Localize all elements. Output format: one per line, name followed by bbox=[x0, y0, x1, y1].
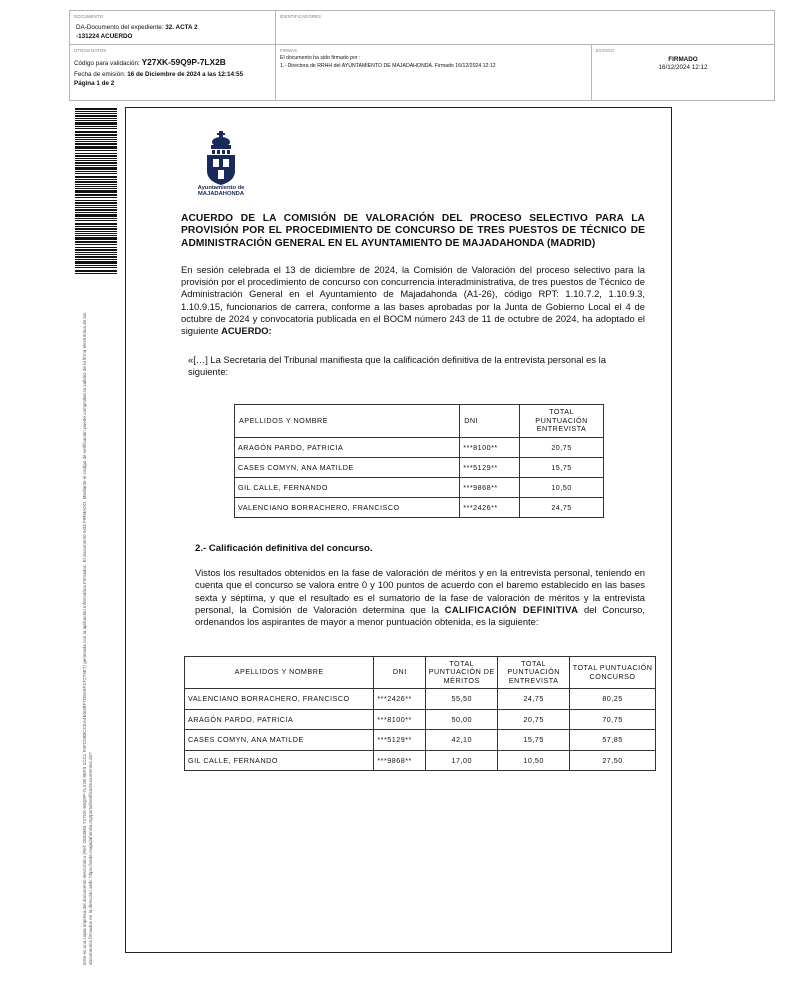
documento-value: 32. ACTA 2 bbox=[165, 24, 198, 31]
firmas-label: FIRMAS bbox=[280, 48, 298, 53]
otros-datos-label: OTROS DATOS bbox=[74, 48, 107, 53]
table-header-row bbox=[185, 657, 656, 689]
table-row bbox=[185, 730, 656, 751]
cell-dni: ***8100** bbox=[460, 438, 520, 458]
cell-score: 50,00 bbox=[426, 709, 498, 730]
barcode-bar bbox=[75, 184, 117, 185]
document-header bbox=[69, 10, 775, 101]
barcode-bar bbox=[75, 235, 117, 236]
cell-dni: ***2426** bbox=[460, 498, 520, 518]
barcode-bar bbox=[75, 111, 117, 112]
cell-score: 42,10 bbox=[426, 730, 498, 751]
barcode-bar bbox=[75, 220, 117, 221]
estado-date: 16/12/2024 12:12 bbox=[658, 64, 708, 71]
cell-score: 80,25 bbox=[570, 689, 656, 710]
barcode-bar bbox=[75, 237, 117, 240]
cell-score: 24,75 bbox=[520, 498, 604, 518]
barcode-bar bbox=[75, 212, 117, 213]
table-row bbox=[185, 750, 656, 771]
barcode-bar bbox=[75, 270, 117, 272]
barcode-bar bbox=[75, 173, 117, 174]
barcode-bar bbox=[75, 186, 117, 187]
barcode-bar bbox=[75, 162, 117, 164]
cell-score: 15,75 bbox=[498, 730, 570, 751]
codigo-validacion bbox=[74, 57, 226, 67]
table-row bbox=[185, 689, 656, 710]
cell-name: CASES COMYN, ANA MATILDE bbox=[235, 458, 460, 478]
barcode-bar bbox=[75, 181, 117, 183]
barcode-bar bbox=[75, 223, 117, 225]
p2-text-2: del Concurso, ordenandos los aspirantes de mayor a menor puntuación obtenida, es la siguiente: bbox=[195, 603, 646, 628]
otros-datos-cell bbox=[70, 45, 276, 101]
barcode-bar bbox=[75, 214, 117, 217]
barcode-bar bbox=[75, 228, 117, 230]
col-header: TOTAL PUNTUACIÓN DE MÉRITOS bbox=[426, 657, 498, 689]
section-title: 2.- Calificación definitiva del concurso. bbox=[195, 543, 373, 554]
table-row bbox=[235, 458, 604, 478]
barcode-bar bbox=[75, 108, 117, 110]
pagina bbox=[74, 80, 114, 87]
p2-bold: CALIFICACIÓN DEFINITIVA bbox=[444, 603, 579, 615]
barcode-bar bbox=[75, 233, 117, 234]
firmas-line1: El documento ha sido firmado por : bbox=[280, 55, 361, 61]
p2-text-1: Vistos los resultados obtenidos en la fase de valoración de méritos y en la entrevista personal, teniendo en cuenta que el concurso se valora entre 0 y 100 puntos de acuerdo con el baremo establecido en las bases sexta y séptima, y que el resultado es el sumatorio de la fase de valoración de méritos y la entrevista personal, la Comisión de Valoración determina que la bbox=[195, 567, 645, 615]
definitiva-paragraph bbox=[195, 567, 645, 628]
barcode-bar bbox=[75, 134, 117, 136]
table-row bbox=[235, 478, 604, 498]
cell-score: 20,75 bbox=[520, 438, 604, 458]
header-row-bottom bbox=[70, 45, 774, 101]
cell-dni: ***2426** bbox=[374, 689, 426, 710]
barcode-bar bbox=[75, 249, 117, 251]
identificadores-label: IDENTIFICADORES bbox=[280, 14, 322, 19]
barcode-bar bbox=[75, 113, 117, 114]
cell-score: 55,50 bbox=[426, 689, 498, 710]
intro-text: En sesión celebrada el 13 de diciembre de 2024, la Comisión de Valoración del proceso selectivo para la provisión por el procedimiento de concurso con concurrencia interadministrativa, de tres puestos de Técnico de Administración General en el Ayuntamiento de Majadahonda (A1-26), código RPT: 1.10.7.2, 1.10.9.3, 1.10.9.15, funcionarios de carrera, conforme a las bases aprobadas por la Junta de Gobierno Local el 4 de octubre de 2024 y convocatoria publicada en el BOCM número 243 de 11 de octubre de 2024, ha adoptado el siguiente bbox=[181, 264, 645, 337]
barcode-bar bbox=[75, 261, 117, 264]
table-row bbox=[235, 498, 604, 518]
cell-name: ARAGÓN PARDO, PATRICIA bbox=[185, 709, 374, 730]
document-title: ACUERDO DE LA COMISIÓN DE VALORACIÓN DEL PROCESO SELECTIVO PARA LA PROVISIÓN POR EL PROCEDIMIENTO DE CONCURSO DE TRES PUESTOS DE TÉCNICO DE ADMINISTRACIÓN GENERAL EN EL AYUNTAMIENTO DE MAJADAHONDA (MADRID) bbox=[181, 213, 645, 249]
barcode-bar bbox=[75, 153, 117, 154]
barcode-bar bbox=[75, 126, 117, 127]
barcode-bar bbox=[75, 254, 117, 255]
barcode-bar bbox=[75, 241, 117, 243]
codigo-value[interactable]: Y27XK-59Q9P-7LX2B bbox=[141, 57, 226, 67]
cell-name: VALENCIANO BORRACHERO, FRANCISCO bbox=[235, 498, 460, 518]
logo-line2: MAJADAHONDA bbox=[197, 191, 245, 198]
documento-line1 bbox=[76, 24, 198, 31]
entrevista-table bbox=[234, 404, 604, 518]
firmas-cell bbox=[276, 45, 592, 101]
barcode-bar bbox=[75, 143, 117, 145]
quote-paragraph: «[…] La Secretaria del Tribunal manifiesta que la calificación definitiva de la entrevista personal es la siguiente: bbox=[188, 354, 606, 378]
pagina-text: Página 1 de 2 bbox=[74, 80, 115, 87]
cell-score: 17,00 bbox=[426, 750, 498, 771]
barcode-bar bbox=[75, 247, 117, 248]
identificadores-cell bbox=[276, 11, 776, 44]
cell-dni: ***5129** bbox=[460, 458, 520, 478]
estado-cell bbox=[592, 45, 774, 101]
documento-prefix: DA-Documento del expediente: bbox=[76, 24, 164, 31]
table-row bbox=[185, 709, 656, 730]
barcode-bar bbox=[75, 150, 117, 151]
logo-line1: Ayuntamiento de bbox=[197, 185, 245, 191]
col-header: DNI bbox=[374, 657, 426, 689]
col-header: TOTAL PUNTUACIÓN CONCURSO bbox=[570, 657, 656, 689]
barcode-bar bbox=[75, 202, 117, 204]
cell-dni: ***9868** bbox=[460, 478, 520, 498]
barcode-bar bbox=[75, 200, 117, 201]
barcode bbox=[75, 108, 117, 276]
col-header: TOTAL PUNTUACIÓN ENTREVISTA bbox=[520, 405, 604, 438]
cell-name: GIL CALLE, FERNANDO bbox=[185, 750, 374, 771]
cell-dni: ***8100** bbox=[374, 709, 426, 730]
barcode-bar bbox=[75, 167, 117, 170]
cell-dni: ***9868** bbox=[374, 750, 426, 771]
barcode-bar bbox=[75, 226, 117, 227]
barcode-bar bbox=[75, 137, 117, 138]
intro-bold: ACUERDO: bbox=[221, 325, 272, 337]
barcode-bar bbox=[75, 231, 117, 232]
barcode-bar bbox=[75, 273, 117, 274]
table-row bbox=[235, 438, 604, 458]
barcode-bar bbox=[75, 218, 117, 219]
barcode-bar bbox=[75, 190, 117, 193]
col-header: TOTAL PUNTUACIÓN ENTREVISTA bbox=[498, 657, 570, 689]
firmas-line2: 1.- Directora de RRHH del AYUNTAMIENTO DE MAJADAHONDA. Firmado 16/12/2024 12:12 bbox=[280, 63, 496, 69]
cell-name: GIL CALLE, FERNANDO bbox=[235, 478, 460, 498]
barcode-bar bbox=[75, 176, 117, 178]
barcode-bar bbox=[75, 146, 117, 149]
documento-label: DOCUMENTO bbox=[74, 14, 104, 19]
barcode-bar bbox=[75, 139, 117, 140]
cell-name: ARAGÓN PARDO, PATRICIA bbox=[235, 438, 460, 458]
concurso-table bbox=[184, 656, 656, 771]
cell-dni: ***5129** bbox=[374, 730, 426, 751]
col-header: DNI bbox=[460, 405, 520, 438]
barcode-bar bbox=[75, 188, 117, 189]
cell-score: 27,50 bbox=[570, 750, 656, 771]
barcode-bar bbox=[75, 256, 117, 258]
barcode-bar bbox=[75, 122, 117, 125]
cell-name: CASES COMYN, ANA MATILDE bbox=[185, 730, 374, 751]
barcode-bar bbox=[75, 115, 117, 117]
documento-line2 bbox=[76, 33, 132, 40]
cell-score: 10,50 bbox=[498, 750, 570, 771]
barcode-bar bbox=[75, 207, 117, 208]
cell-score: 70,75 bbox=[570, 709, 656, 730]
estado-value: FIRMADO bbox=[668, 56, 698, 63]
barcode-bar bbox=[75, 165, 117, 166]
intro-paragraph bbox=[181, 264, 645, 337]
logo-text bbox=[185, 185, 257, 198]
barcode-bar bbox=[75, 205, 117, 206]
barcode-bar bbox=[75, 155, 117, 157]
barcode-bar bbox=[75, 209, 117, 211]
fecha-emision bbox=[74, 71, 243, 78]
barcode-bar bbox=[75, 120, 117, 121]
barcode-bar bbox=[75, 171, 117, 172]
barcode-bar bbox=[75, 244, 117, 245]
cell-name: VALENCIANO BORRACHERO, FRANCISCO bbox=[185, 689, 374, 710]
documento-line2-text: -131224 ACUERDO bbox=[76, 33, 133, 40]
barcode-bar bbox=[75, 267, 117, 268]
cell-score: 24,75 bbox=[498, 689, 570, 710]
verification-side-text: Este es una copia impresa del documento electrónico (Ref: 2843963 Y27XK-59Q9P-7LX2B 8EF3 1CC1 F4FC09BCCEA4E5DBF7D8A5F47C74E7) generada con la aplicación informática Firmadoc. El documento está FIRMADO. Mediante el código de verificación puede comprobar la validez de la firma electrónica de los documentos firmados en la dirección web: https://sede.majadahonda.org/portal/verificarDocumentos.do? bbox=[82, 312, 94, 965]
barcode-bar bbox=[75, 160, 117, 161]
barcode-bar bbox=[75, 179, 117, 180]
fecha-value: 16 de Diciembre de 2024 a las 12:14:55 bbox=[127, 71, 244, 78]
barcode-bar bbox=[75, 265, 117, 266]
table-header-row bbox=[235, 405, 604, 438]
cell-score: 15,75 bbox=[520, 458, 604, 478]
documento-cell bbox=[70, 11, 276, 44]
barcode-bar bbox=[75, 194, 117, 196]
cell-score: 10,50 bbox=[520, 478, 604, 498]
barcode-bar bbox=[75, 252, 117, 253]
barcode-bar bbox=[75, 197, 117, 198]
header-row-top bbox=[70, 11, 774, 45]
barcode-bar bbox=[75, 141, 117, 142]
barcode-bar bbox=[75, 158, 117, 159]
col-header: APELLIDOS Y NOMBRE bbox=[235, 405, 460, 438]
barcode-bar bbox=[75, 118, 117, 119]
cell-score: 57,85 bbox=[570, 730, 656, 751]
barcode-bar bbox=[75, 128, 117, 129]
estado-label: ESTADO bbox=[596, 48, 615, 53]
cell-score: 20,75 bbox=[498, 709, 570, 730]
barcode-bar bbox=[75, 131, 117, 133]
col-header: APELLIDOS Y NOMBRE bbox=[185, 657, 374, 689]
codigo-label: Código para validación: bbox=[74, 60, 140, 67]
barcode-bar bbox=[75, 259, 117, 260]
fecha-label: Fecha de emisión: bbox=[74, 71, 126, 78]
